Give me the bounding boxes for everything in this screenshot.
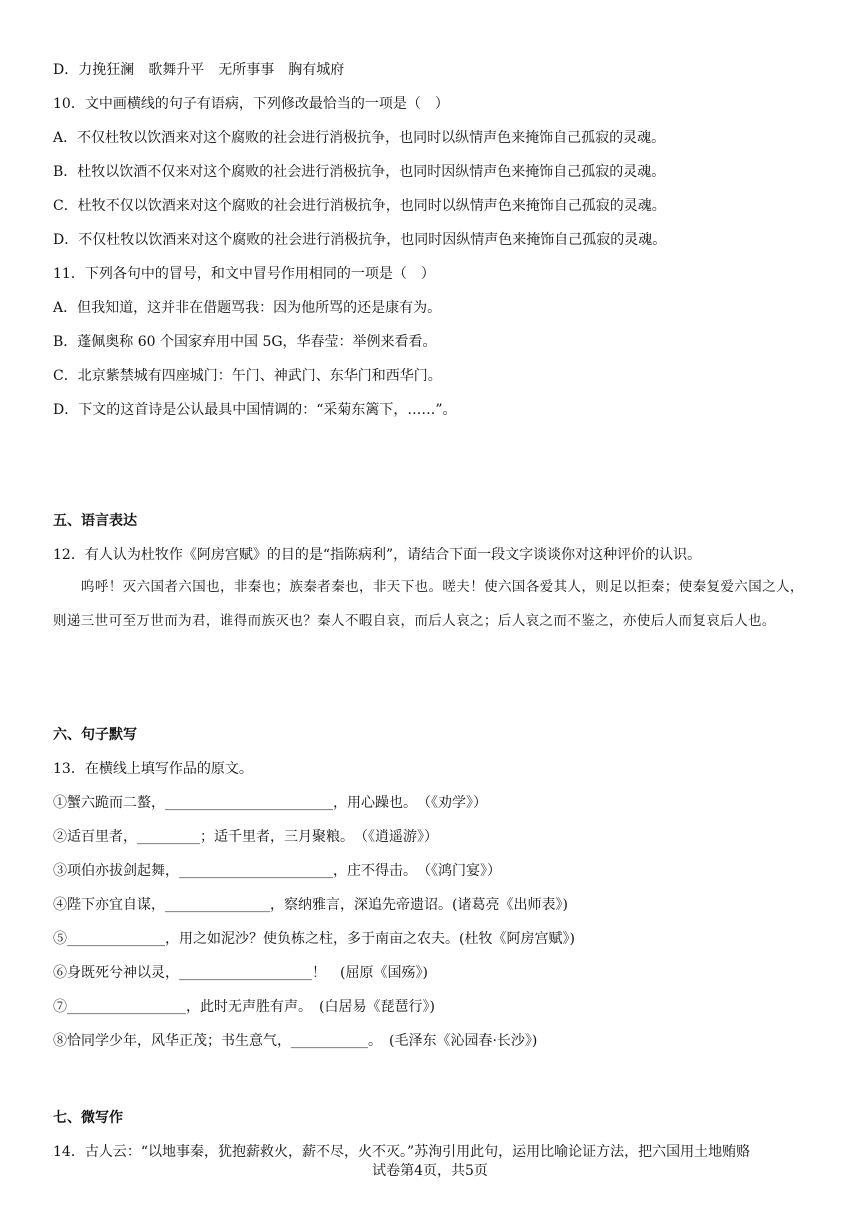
q9-option-d: D．力挽狂澜 歌舞升平 无所事事 胸有城府: [53, 62, 345, 78]
section7-heading: 七、微写作: [53, 1110, 123, 1126]
page-footer: 试卷第4页，共5页: [372, 1163, 488, 1179]
q12-passage: 呜呼！灭六国者六国也，非秦也；族秦者秦也，非天下也。嗟夫！使六国各爱其人，则足以拒秦；使秦复爱六国之人，则递三世可至万世而为君，谁得而族灭也？秦人不暇自哀，而后人哀之；后人哀之而不鉴之，亦使后人而复哀后人也。: [53, 579, 804, 629]
q13-item-4: ④陛下亦宜自谋，_______________，察纳雅言，深追先帝遗诏。(诸葛亮《出师表》): [53, 897, 568, 913]
q11-option-d: D．下文的这首诗是公认最具中国情调的：“采菊东篱下，……”。: [53, 402, 457, 418]
q11-stem: 11．下列各句中的冒号，和文中冒号作用相同的一项是（ ）: [53, 266, 435, 282]
q13-item-1: ①蟹六跪而二螯，________________________，用心躁也。 （《劝学》）: [53, 795, 487, 811]
q13-item-5: ⑤______________，用之如泥沙？使负栋之柱，多于南亩之农夫。(杜牧《阿房宫赋》): [53, 931, 575, 947]
q11-option-b: B．蓬佩奥称 60 个国家弃用中国 5G，华春莹：举例来看看。: [53, 334, 437, 350]
q12-stem: 12．有人认为杜牧作《阿房宫赋》的目的是“指陈病利”，请结合下面一段文字谈谈你对这种评价的认识。: [53, 547, 702, 563]
q10-stem: 10．文中画横线的句子有语病，下列修改最恰当的一项是（ ）: [53, 96, 449, 112]
q14-stem: 14．古人云：“以地事秦，犹抱薪救火，薪不尽，火不灭。”苏洵引用此句，运用比喻论证方法，把六国用土地贿赂: [53, 1144, 751, 1160]
q10-option-c: C．杜牧不仅以饮酒来对这个腐败的社会进行消极抗争，也同时以纵情声色来掩饰自己孤寂的灵魂。: [53, 198, 666, 214]
q10-option-d: D．不仅杜牧以饮酒来对这个腐败的社会进行消极抗争，也同时因纵情声色来掩饰自己孤寂的灵魂。: [53, 232, 667, 248]
section6-heading: 六、句子默写: [53, 727, 137, 743]
q13-item-3: ③项伯亦拔剑起舞，______________________，庄不得击。 （《鸿门宴》）: [53, 863, 501, 879]
q13-item-8: ⑧恰同学少年，风华正茂；书生意气，___________。 (毛泽东《沁园春·长沙》): [53, 1033, 538, 1049]
q10-option-b: B．杜牧以饮酒不仅来对这个腐败的社会进行消极抗争，也同时因纵情声色来掩饰自己孤寂的灵魂。: [53, 164, 666, 180]
section5-heading: 五、语言表达: [53, 513, 137, 529]
q13-item-7: ⑦_________________，此时无声胜有声。 (白居易《琵琶行》): [53, 999, 435, 1015]
q11-option-c: C．北京紫禁城有四座城门：午门、神武门、东华门和西华门。: [53, 368, 442, 384]
q10-option-a: A．不仅杜牧以饮酒来对这个腐败的社会进行消极抗争，也同时以纵情声色来掩饰自己孤寂的灵魂。: [53, 130, 666, 146]
q13-stem: 13．在横线上填写作品的原文。: [53, 761, 253, 777]
q13-item-6: ⑥身既死兮神以灵，___________________！ (屈原《国殇》): [53, 965, 428, 981]
q13-item-2: ②适百里者，_________；适千里者，三月聚粮。 （《逍遥游》）: [53, 829, 438, 845]
q11-option-a: A．但我知道，这并非在借题骂我：因为他所骂的还是康有为。: [53, 300, 442, 316]
